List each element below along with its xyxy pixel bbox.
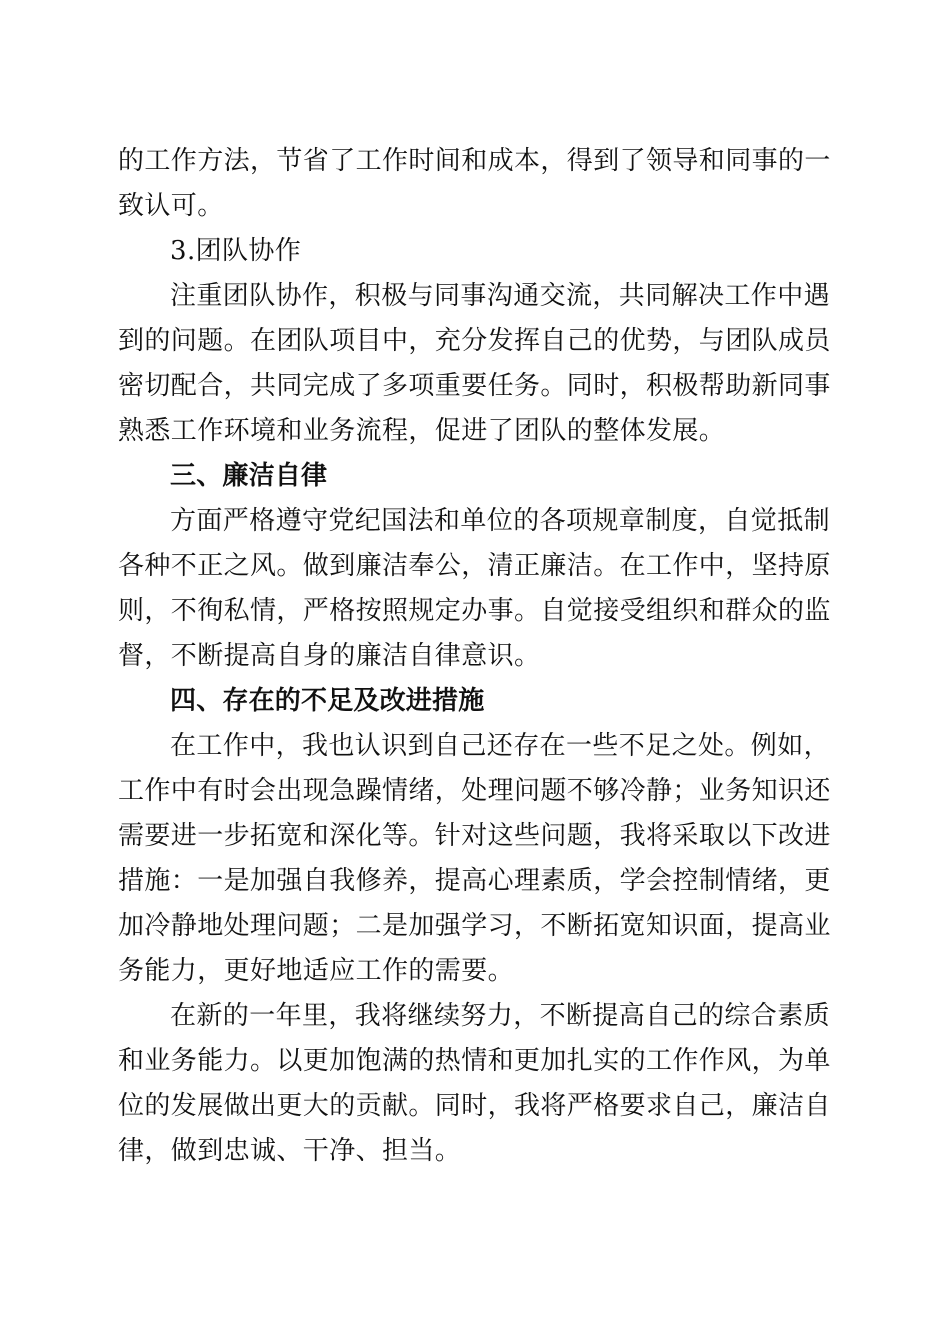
paragraph-line: 在工作中，我也认识到自己还存在一些不足之处。例如， xyxy=(170,731,831,761)
paragraph-line: 则，不徇私情，严格按照规定办事。自觉接受组织和群众的监 xyxy=(118,596,831,626)
paragraph-line: 的工作方法，节省了工作时间和成本，得到了领导和同事的一 xyxy=(118,146,831,176)
paragraph-integrity xyxy=(118,499,831,679)
paragraph-team xyxy=(118,274,831,454)
paragraph-line: 方面严格遵守党纪国法和单位的各项规章制度，自觉抵制 xyxy=(170,506,831,536)
paragraph-line: 熟悉工作环境和业务流程，促进了团队的整体发展。 xyxy=(118,416,726,446)
paragraph-future xyxy=(118,994,831,1174)
paragraph-line: 和业务能力。以更加饱满的热情和更加扎实的工作作风，为单 xyxy=(118,1046,831,1076)
paragraph-line: 位的发展做出更大的贡献。同时，我将严格要求自己，廉洁自 xyxy=(118,1091,831,1121)
section-heading: 四、存在的不足及改进措施 xyxy=(170,686,485,716)
paragraph-intro xyxy=(118,139,831,229)
paragraph-line: 加冷静地处理问题；二是加强学习，不断拓宽知识面，提高业 xyxy=(118,911,831,941)
paragraph-line: 到的问题。在团队项目中，充分发挥自己的优势，与团队成员 xyxy=(118,326,831,356)
paragraph-line: 密切配合，共同完成了多项重要任务。同时，积极帮助新同事 xyxy=(118,371,831,401)
section-heading: 三、廉洁自律 xyxy=(170,461,328,491)
paragraph-line: 措施：一是加强自我修养，提高心理素质，学会控制情绪，更 xyxy=(118,866,831,896)
paragraph-line: 注重团队协作，积极与同事沟通交流，共同解决工作中遇 xyxy=(170,281,831,311)
section-subheading: 3.团队协作 xyxy=(170,236,302,266)
paragraph-shortcomings xyxy=(118,724,831,994)
paragraph-line: 律，做到忠诚、干净、担当。 xyxy=(118,1136,462,1166)
paragraph-line: 务能力，更好地适应工作的需要。 xyxy=(118,956,515,986)
paragraph-line: 督，不断提高自身的廉洁自律意识。 xyxy=(118,641,541,671)
paragraph-line: 在新的一年里，我将继续努力，不断提高自己的综合素质 xyxy=(170,1001,831,1031)
paragraph-line: 工作中有时会出现急躁情绪，处理问题不够冷静；业务知识还 xyxy=(118,776,831,806)
paragraph-line: 致认可。 xyxy=(118,191,224,221)
paragraph-line: 各种不正之风。做到廉洁奉公，清正廉洁。在工作中，坚持原 xyxy=(118,551,831,581)
paragraph-line: 需要进一步拓宽和深化等。针对这些问题，我将采取以下改进 xyxy=(118,821,831,851)
document-body xyxy=(118,139,831,1174)
